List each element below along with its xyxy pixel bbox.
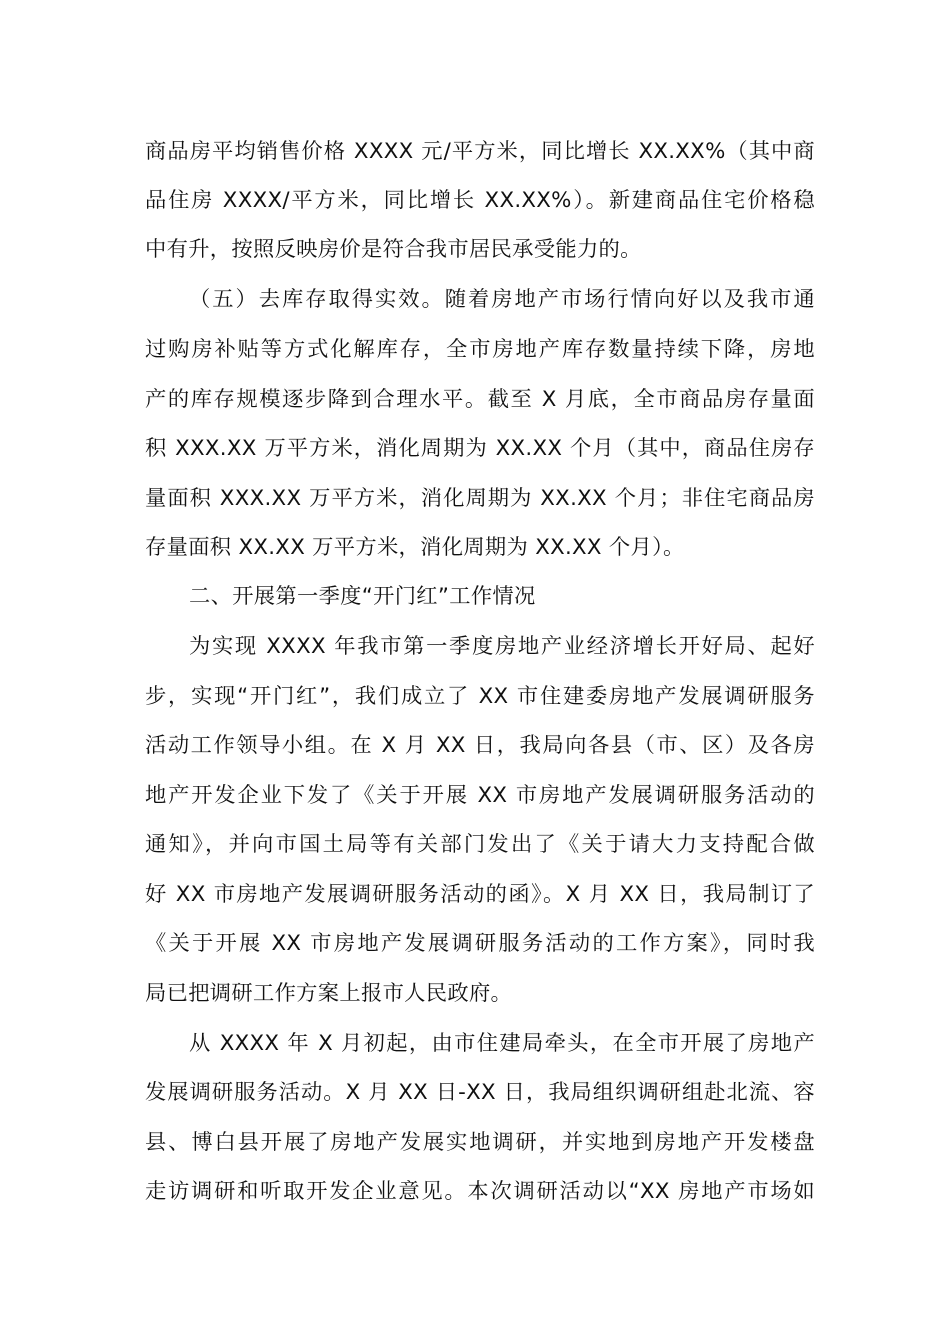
- launch-line-4: 地产开发企业下发了《关于开展 XX 市房地产发展调研服务活动的: [145, 783, 815, 808]
- activity-line-2: 发展调研服务活动。X 月 XX 日-XX 日，我局组织调研组赴北流、容: [145, 1080, 815, 1105]
- price-line-2: 品住房 XXXX/平方米，同比增长 XX.XX%）。新建商品住宅价格稳: [145, 188, 815, 213]
- launch-line-3: 活动工作领导小组。在 X 月 XX 日，我局向各县（市、区）及各房: [145, 733, 815, 758]
- inventory-line-2: 过购房补贴等方式化解库存，全市房地产库存数量持续下降，房地: [145, 337, 815, 362]
- launch-line-1: 为实现 XXXX 年我市第一季度房地产业经济增长开好局、起好: [189, 634, 815, 659]
- price-line-1: 商品房平均销售价格 XXXX 元/平方米，同比增长 XX.XX%（其中商: [145, 139, 815, 164]
- price-line-3: 中有升，按照反映房价是符合我市居民承受能力的。: [145, 237, 642, 262]
- launch-line-8: 局已把调研工作方案上报市人民政府。: [145, 981, 513, 1006]
- inventory-line-5: 量面积 XXX.XX 万平方米，消化周期为 XX.XX 个月；非住宅商品房: [145, 486, 815, 511]
- inventory-line-4: 积 XXX.XX 万平方米，消化周期为 XX.XX 个月（其中，商品住房存: [145, 436, 815, 461]
- section-heading: 二、开展第一季度“开门红”工作情况: [189, 584, 536, 609]
- activity-line-4: 走访调研和听取开发企业意见。本次调研活动以“XX 房地产市场如: [145, 1179, 815, 1204]
- activity-line-1: 从 XXXX 年 X 月初起，由市住建局牵头，在全市开展了房地产: [189, 1031, 815, 1056]
- launch-line-2: 步，实现“开门红”，我们成立了 XX 市住建委房地产发展调研服务: [145, 684, 815, 709]
- launch-line-5: 通知》，并向市国土局等有关部门发出了《关于请大力支持配合做: [145, 832, 815, 857]
- inventory-line-3: 产的库存规模逐步降到合理水平。截至 X 月底，全市商品房存量面: [145, 387, 815, 412]
- activity-line-3: 县、博白县开展了房地产发展实地调研，并实地到房地产开发楼盘: [145, 1130, 815, 1155]
- inventory-line-6: 存量面积 XX.XX 万平方米，消化周期为 XX.XX 个月）。: [145, 535, 685, 560]
- inventory-line-1: （五）去库存取得实效。随着房地产市场行情向好以及我市通: [189, 287, 815, 312]
- launch-line-7: 《关于开展 XX 市房地产发展调研服务活动的工作方案》，同时我: [145, 931, 815, 956]
- launch-line-6: 好 XX 市房地产发展调研服务活动的函》。X 月 XX 日，我局制订了: [145, 882, 815, 907]
